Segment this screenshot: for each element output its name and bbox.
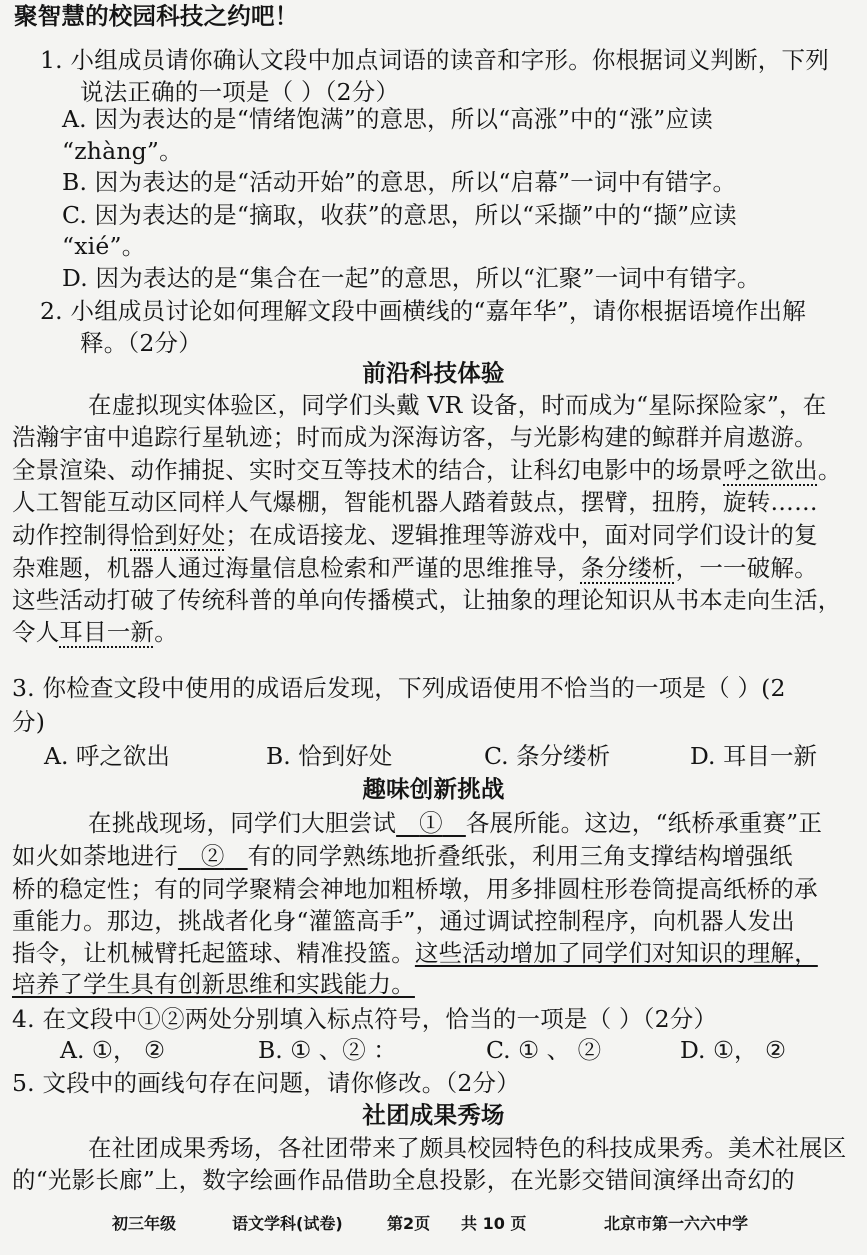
section1-text: ，一一破解。 xyxy=(675,554,818,582)
section1-para-line5 xyxy=(12,520,818,550)
section1-para-line8 xyxy=(12,617,178,647)
footer-subject: 语文学科(试卷) xyxy=(232,1214,343,1233)
footer-total-pages: 共 10 页 xyxy=(461,1214,527,1233)
section1-text: 令人 xyxy=(12,618,60,646)
section3-title: 社团成果秀场 xyxy=(362,1101,505,1129)
q1-stem-line1: 1. 小组成员请你确认文段中加点词语的读音和字形。你根据词义判断，下列 xyxy=(40,46,829,74)
q2-stem-line1: 2. 小组成员讨论如何理解文段中画横线的“嘉年华”，请你根据语境作出解 xyxy=(40,297,806,325)
idiom-tiaofenlvxi: 条分缕析 xyxy=(580,554,676,582)
q3-stem-line1: 3. 你检查文段中使用的成语后发现，下列成语使用不恰当的一项是（ ）(2 xyxy=(12,674,786,702)
q1-option-d: D. 因为表达的是“集合在一起”的意思，所以“汇聚”一词中有错字。 xyxy=(62,264,761,292)
section2-para-line1 xyxy=(88,808,822,838)
section2-text: 如火如荼地进行 xyxy=(12,842,178,870)
footer-grade: 初三年级 xyxy=(112,1214,177,1233)
q4-stem: 4. 在文段中①②两处分别填入标点符号，恰当的一项是（ ）（2分） xyxy=(12,1005,718,1033)
section1-text: 。 xyxy=(154,618,178,646)
q4-option-b: B. ① 、② ： xyxy=(258,1036,397,1064)
blank-1-label: ① xyxy=(419,809,443,837)
intro-text: 聚智慧的校园科技之约吧！ xyxy=(14,2,299,30)
section1-text: ；在成语接龙、逻辑推理等游戏中，面对同学们设计的复 xyxy=(225,521,818,549)
section3-para-line1: 在社团成果秀场，各社团带来了颇具校园特色的科技成果秀。美术社展区 xyxy=(88,1134,847,1162)
q3-option-b: B. 恰到好处 xyxy=(266,742,393,770)
section2-para-line5 xyxy=(12,938,818,968)
blank-1 xyxy=(396,809,466,837)
q1-option-c-line1: C. 因为表达的是“摘取，收获”的意思，所以“采撷”中的“撷”应读 xyxy=(62,201,737,229)
q1-option-a-line2: “zhàng”。 xyxy=(62,137,183,165)
section2-para-line6 xyxy=(12,969,415,999)
q4-option-c: C. ① 、 ② xyxy=(486,1036,602,1064)
idiom-qiadaohaochu: 恰到好处 xyxy=(130,521,226,549)
q5-stem: 5. 文段中的画线句存在问题，请你修改。（2分） xyxy=(12,1069,520,1097)
q4-option-d: D. ①， ② xyxy=(680,1036,787,1064)
section1-text: 。 xyxy=(817,456,842,484)
blank-2 xyxy=(178,842,248,870)
q1-stem-line2: 说法正确的一项是（ ）（2分） xyxy=(80,78,400,106)
section1-para-line1: 在虚拟现实体验区，同学们头戴 VR 设备，时而成为“星际探险家”，在 xyxy=(88,391,827,419)
section1-text: 动作控制得 xyxy=(12,521,131,549)
section1-para-line6 xyxy=(12,553,818,583)
idiom-huzhiyuchu: 呼之欲出 xyxy=(723,456,818,484)
underlined-sentence-part2: 培养了学生具有创新思维和实践能力。 xyxy=(12,970,415,998)
q1-option-b: B. 因为表达的是“活动开始”的意思，所以“启幕”一词中有错字。 xyxy=(62,168,737,196)
q2-stem-line2: 释。（2分） xyxy=(80,329,202,357)
underlined-sentence-part1: 这些活动增加了同学们对知识的理解， xyxy=(414,939,818,967)
section1-para-line7: 这些活动打破了传统科普的单向传播模式，让抽象的理论知识从书本走向生活， xyxy=(12,586,842,614)
q3-option-c: C. 条分缕析 xyxy=(484,742,611,770)
section1-title: 前沿科技体验 xyxy=(362,359,505,387)
section2-para-line3: 桥的稳定性；有的同学聚精会神地加粗桥墩，用多排圆柱形卷筒提高纸桥的承 xyxy=(12,875,818,903)
footer-page-number: 第2页 xyxy=(387,1214,431,1233)
q1-option-c-line2: “xié”。 xyxy=(62,232,146,260)
q3-option-a: A. 呼之欲出 xyxy=(44,742,170,770)
q4-option-a: A. ①， ② xyxy=(60,1036,166,1064)
section3-para-line2: 的“光影长廊”上，数字绘画作品借助全息投影，在光影交错间演绎出奇幻的 xyxy=(12,1166,795,1194)
section2-para-line2 xyxy=(12,841,793,871)
section2-text: 在挑战现场，同学们大胆尝试 xyxy=(88,809,397,837)
section1-para-line4: 人工智能互动区同样人气爆棚，智能机器人踏着鼓点，摆臂，扭胯，旋转…… xyxy=(12,488,818,516)
section2-text: 有的同学熟练地折叠纸张，利用三角支撑结构增强纸 xyxy=(247,842,793,870)
section1-text: 全景渲染、动作捕捉、实时交互等技术的结合，让科幻电影中的场景 xyxy=(12,456,723,484)
section2-text: 指令，让机械臂托起篮球、精准投篮。 xyxy=(12,939,415,967)
footer-school: 北京市第一六六中学 xyxy=(604,1214,749,1233)
idiom-ermuyixin: 耳目一新 xyxy=(59,618,155,646)
q3-stem-line2: 分) xyxy=(12,708,46,736)
section1-para-line3 xyxy=(12,455,842,485)
q3-option-d: D. 耳目一新 xyxy=(690,742,817,770)
blank-2-label: ② xyxy=(200,842,225,870)
section1-para-line2: 浩瀚宇宙中追踪行星轨迹；时而成为深海访客，与光影构建的鲸群并肩遨游。 xyxy=(12,423,818,451)
section2-text: 各展所能。这边，“纸桥承重赛”正 xyxy=(465,809,823,837)
section2-para-line4: 重能力。那边，挑战者化身“灌篮高手”，通过调试控制程序，向机器人发出 xyxy=(12,907,795,935)
section2-title: 趣味创新挑战 xyxy=(362,775,505,803)
q1-option-a-line1: A. 因为表达的是“情绪饱满”的意思，所以“高涨”中的“涨”应读 xyxy=(62,105,713,133)
section1-text: 杂难题，机器人通过海量信息检索和严谨的思维推导， xyxy=(12,554,581,582)
